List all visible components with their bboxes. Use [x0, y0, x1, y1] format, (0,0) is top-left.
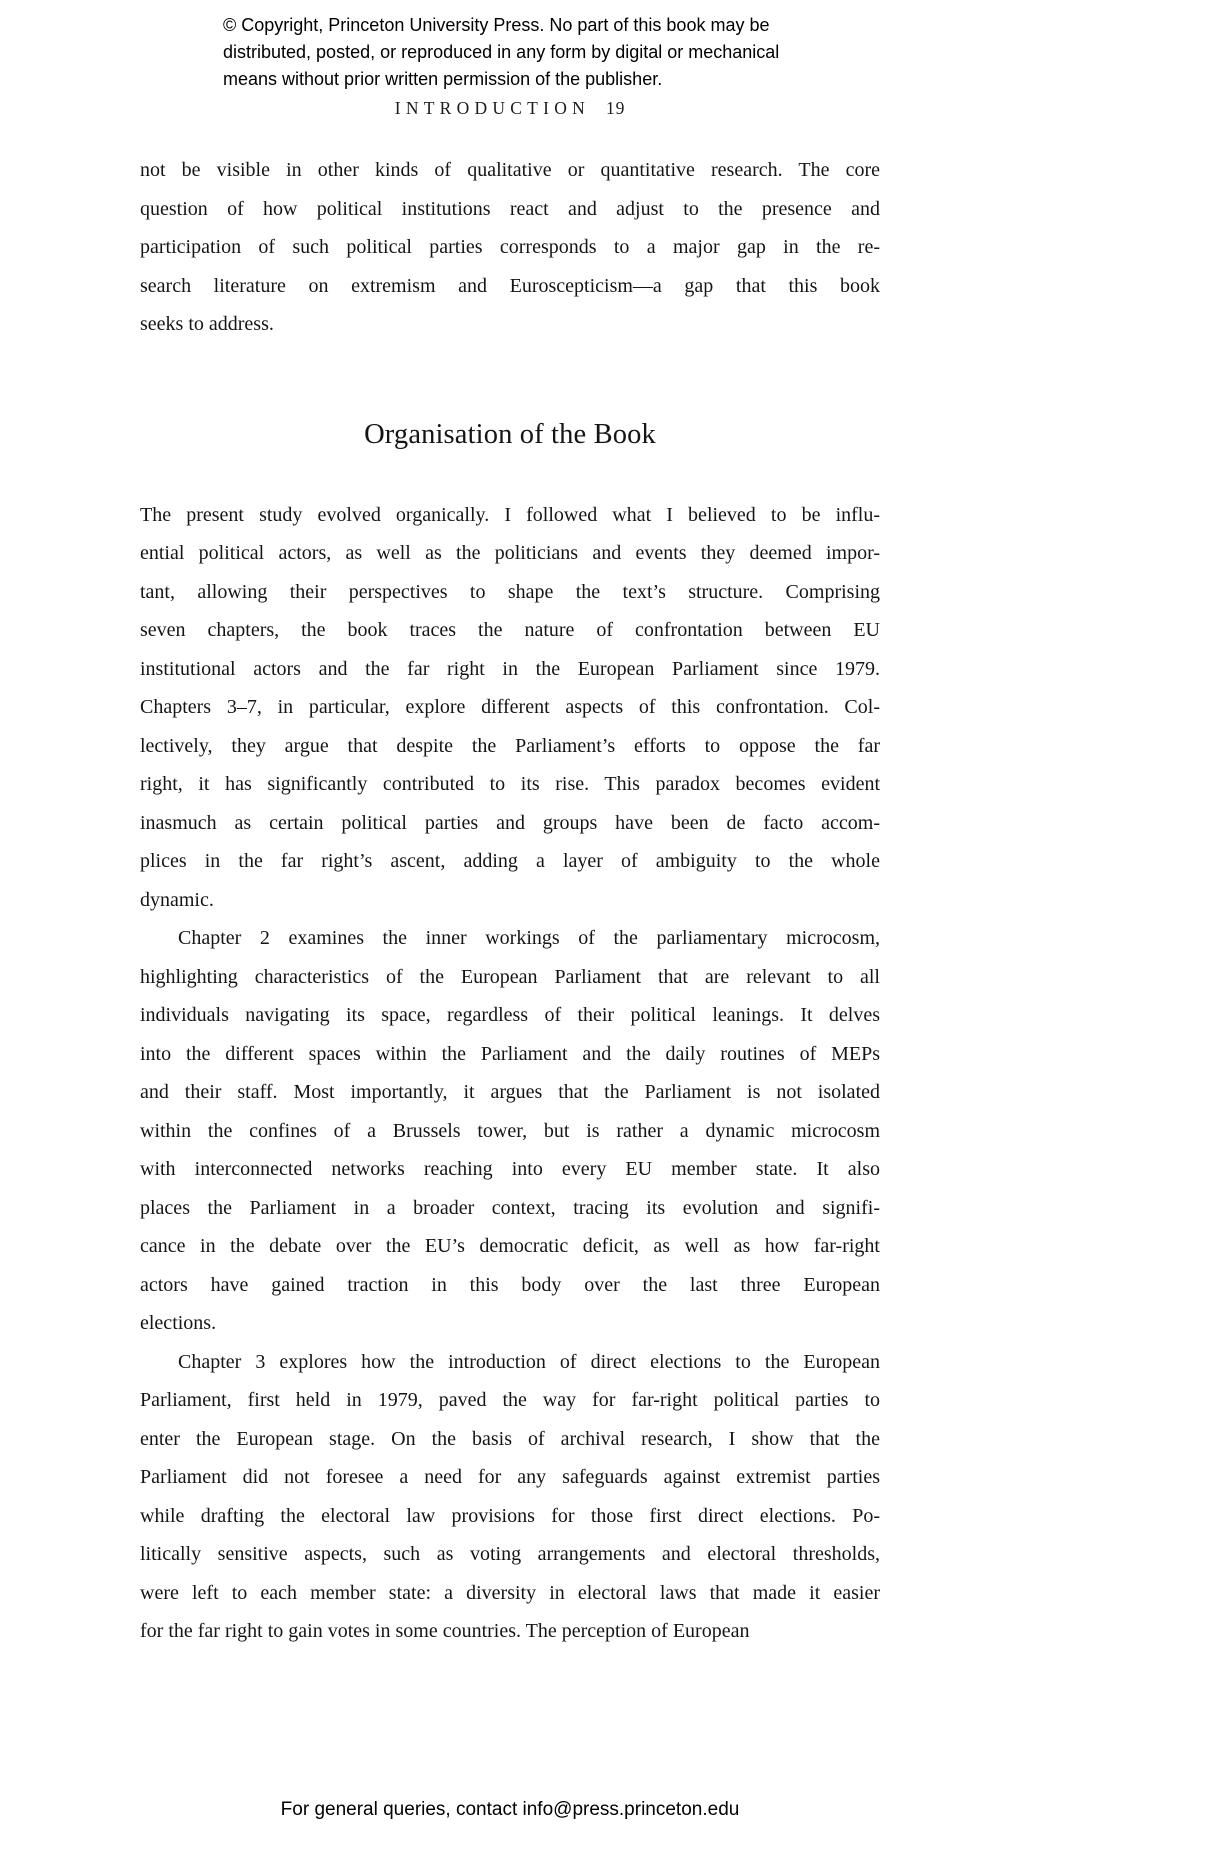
- text-line: for the far right to gain votes in some countries. The perception of European: [140, 1620, 750, 1642]
- text-line: institutional actors and the far right in the European Parliament since 1979.: [140, 657, 880, 680]
- text-line: with interconnected networks reaching into every EU member state. It also: [140, 1158, 880, 1180]
- text-line: tant, allowing their perspectives to shape the text’s structure. Comprising: [140, 580, 880, 603]
- copyright-notice: [223, 12, 779, 93]
- body-paragraph: [140, 496, 880, 920]
- text-line: into the different spaces within the Parliament and the daily routines of MEPs: [140, 1042, 880, 1065]
- text-line: seeks to address.: [140, 313, 274, 335]
- text-line: enter the European stage. On the basis of archival research, I show that the: [140, 1427, 880, 1450]
- text-line: individuals navigating its space, regardless of their political leanings. It delves: [140, 1004, 880, 1026]
- text-line: not be visible in other kinds of qualitative or quantitative research. The core: [140, 159, 880, 181]
- text-line: Chapter 2 examines the inner workings of the parliamentary microcosm,: [178, 927, 880, 949]
- text-line: dynamic.: [140, 888, 214, 911]
- copyright-line: distributed, posted, or reproduced in any form by digital or mechanical: [223, 42, 780, 62]
- footer-queries: For general queries, contact info@press.princeton.edu: [280, 1799, 740, 1820]
- copyright-line: means without prior written permission of the publisher.: [223, 69, 663, 89]
- text-line: Parliament, first held in 1979, paved the way for far-right political parties to: [140, 1389, 880, 1411]
- text-line: elections.: [140, 1312, 217, 1334]
- running-head: [140, 98, 880, 119]
- page-number: 19: [605, 98, 626, 118]
- text-line: right, it has significantly contributed to its rise. This paradox becomes evident: [140, 773, 880, 795]
- text-line: cance in the debate over the EU’s democratic deficit, as well as how far-right: [140, 1235, 880, 1257]
- text-line: actors have gained traction in this body over the last three European: [140, 1273, 880, 1296]
- text-line: ential political actors, as well as the politicians and events they deemed impor-: [140, 542, 880, 564]
- text-line: participation of such political parties corresponds to a major gap in the re-: [140, 236, 880, 258]
- text-line: places the Parliament in a broader context, tracing its evolution and signifi-: [140, 1196, 880, 1219]
- copyright-line: © Copyright, Princeton University Press. No part of this book may be: [223, 15, 770, 35]
- section-heading: Organisation of the Book: [364, 418, 656, 450]
- text-line: question of how political institutions react and adjust to the presence and: [140, 197, 880, 220]
- body-paragraph: [140, 151, 880, 344]
- text-line: were left to each member state: a diversity in electoral laws that made it easier: [140, 1581, 880, 1604]
- text-line: while drafting the electoral law provisions for those first direct elections. Po-: [140, 1504, 880, 1527]
- text-line: search literature on extremism and Euroscepticism—a gap that this book: [140, 274, 880, 297]
- text-line: highlighting characteristics of the European Parliament that are relevant to all: [140, 965, 880, 988]
- running-head-title: INTRODUCTION: [394, 98, 590, 118]
- text-line: The present study evolved organically. I followed what I believed to be influ-: [140, 503, 880, 526]
- text-line: lectively, they argue that despite the Parliament’s efforts to oppose the far: [140, 734, 880, 757]
- text-line: seven chapters, the book traces the nature of confrontation between EU: [140, 619, 880, 641]
- body-paragraph: [140, 1343, 880, 1651]
- text-line: within the confines of a Brussels tower, but is rather a dynamic microcosm: [140, 1119, 880, 1142]
- text-line: litically sensitive aspects, such as voting arrangements and electoral thresholds,: [140, 1543, 880, 1565]
- text-line: and their staff. Most importantly, it argues that the Parliament is not isolated: [140, 1081, 880, 1103]
- text-line: Chapter 3 explores how the introduction of direct elections to the European: [178, 1350, 880, 1373]
- text-line: Chapters 3–7, in particular, explore different aspects of this confrontation. Col-: [140, 696, 880, 718]
- body-paragraph: [140, 919, 880, 1343]
- text-line: plices in the far right’s ascent, adding a layer of ambiguity to the whole: [140, 850, 880, 872]
- text-line: Parliament did not foresee a need for any safeguards against extremist parties: [140, 1466, 880, 1488]
- text-line: inasmuch as certain political parties and groups have been de facto accom-: [140, 811, 880, 834]
- body-content: [140, 151, 880, 1651]
